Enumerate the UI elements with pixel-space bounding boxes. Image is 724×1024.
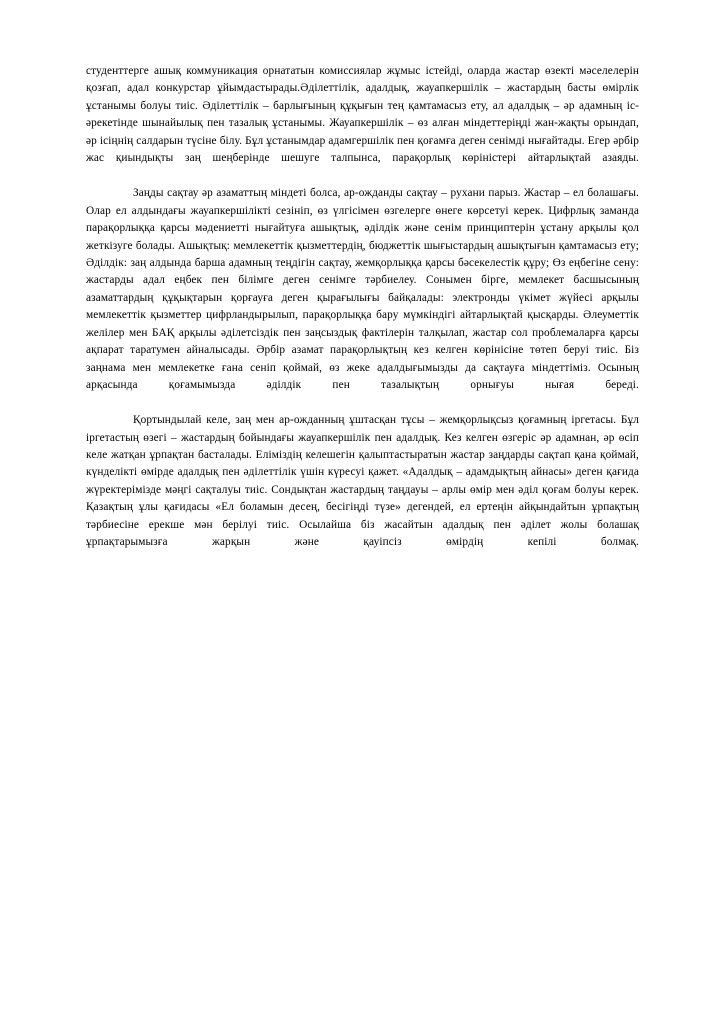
paragraph-3: Қортындылай келе, заң мен ар-ожданның ұштасқан тұсы – жемқорлықсыз қоғамның іргетасы. Бұл іргетастың өзегі – жастардың бойындағы жауапкершілік пен адалдық. Кез келген өзгеріс әр адамнан, әр өсіп келе жатқан ұрпақтан басталады. Еліміздің келешегін қалыптастыратын жастар заңдарды сақтап қана қоймай, күнделікті өмірде адалдық пен әділеттілік үшін күресуі қажет. «Адалдық – адамдықтың айнасы» деген қағида жүректерімізде мәңгі сақталуы тиіс. Сондықтан жастардың таңдауы – арлы өмір мен әділ қоғам болуы керек. Қазақтың ұлы қағидасы «Ел боламын десең, бесігіңді түзе» дегендей, ел ертеңін айқындайтын ұрпақтың тәрбиесіне ерекше мән берілуі тиіс. Осылайша біз жасайтын адалдық пен әділет жолы болашақ ұрпақтарымызға жарқын және қауіпсіз өмірдің кепілі болмақ. <box>86 414 639 549</box>
document-text-block <box>86 63 639 569</box>
paragraph-2: Заңды сақтау әр азаматтың міндеті болса, ар-ожданды сақтау – рухани парыз. Жастар – ел болашағы. Олар ел алдындағы жауапкершілікті сезініп, өз үлгісімен өзгелерге өнеге көрсетуі керек. Цифрлық заманда парақорлыққа қарсы мәдениетті нығайтуға ашықтық, әділдік және сенім принциптерін ұстану арқылы қол жеткізуге болады. Ашықтық: мемлекеттік қызметтердің, бюджеттік шығыстардың ашықтығын қамтамасыз ету; Әділдік: заң алдында барша адамның теңдігін сақтау, жемқорлыққа қарсы бәсекелестік құру; Өз еңбегіне сену: жастарды адал еңбек пен білімге деген сенімге тәрбиелеу. Сонымен бірге, мемлекет басшысының азаматтардың құқықтарын қорғауға деген қырағылығы байқалады: электронды үкімет жүйесі арқылы мемлекеттік қызметтер цифрландырылып, парақорлыққа бару мүмкіндігі айтарлықтай қысқарды. Әлеуметтік желілер мен БАҚ арқылы әділетсіздік пен заңсыздық фактілерін талқылап, жастар сол проблемаларға қарсы ақпарат таратумен айналысады. Әрбір азамат парақорлықтың кез келген көрінісіне төтеп беруі тиіс. Біз заңнама мен мемлекетке ғана сеніп қоймай, өз жеке адалдығымызды да сақтауға міндеттіміз. Осының арқасында қоғамымызда әділдік пен тазалықтың орнығуы нығая береді. <box>86 187 639 392</box>
paragraph-1: студенттерге ашық коммуникация орнататын комиссиялар жұмыс істейді, оларда жастар өзекті мәселелерін қозғап, адал конкурстар ұйымдастырады.Әділеттілік, адалдық, жауапкершілік – жастардың басты өмірлік ұстанымы болуы тиіс. Әділеттілік – барлығының құқығын тең қамтамасыз ету, ал адалдық – әр адамның іс-әрекетінде шынайылық пен тазалық ұстанымы. Жауапкершілік – өз алған міндеттеріңді жан-жақты орындап, әр ісіңнің салдарын түсіне білу. Бұл ұстанымдар адамгершілік пен қоғамға деген сенімді нығайтады. Егер әрбір жас қиындықты заң шеңберінде шешуге талпынса, парақорлық көріністері айтарлықтай азаяды. <box>86 65 639 165</box>
